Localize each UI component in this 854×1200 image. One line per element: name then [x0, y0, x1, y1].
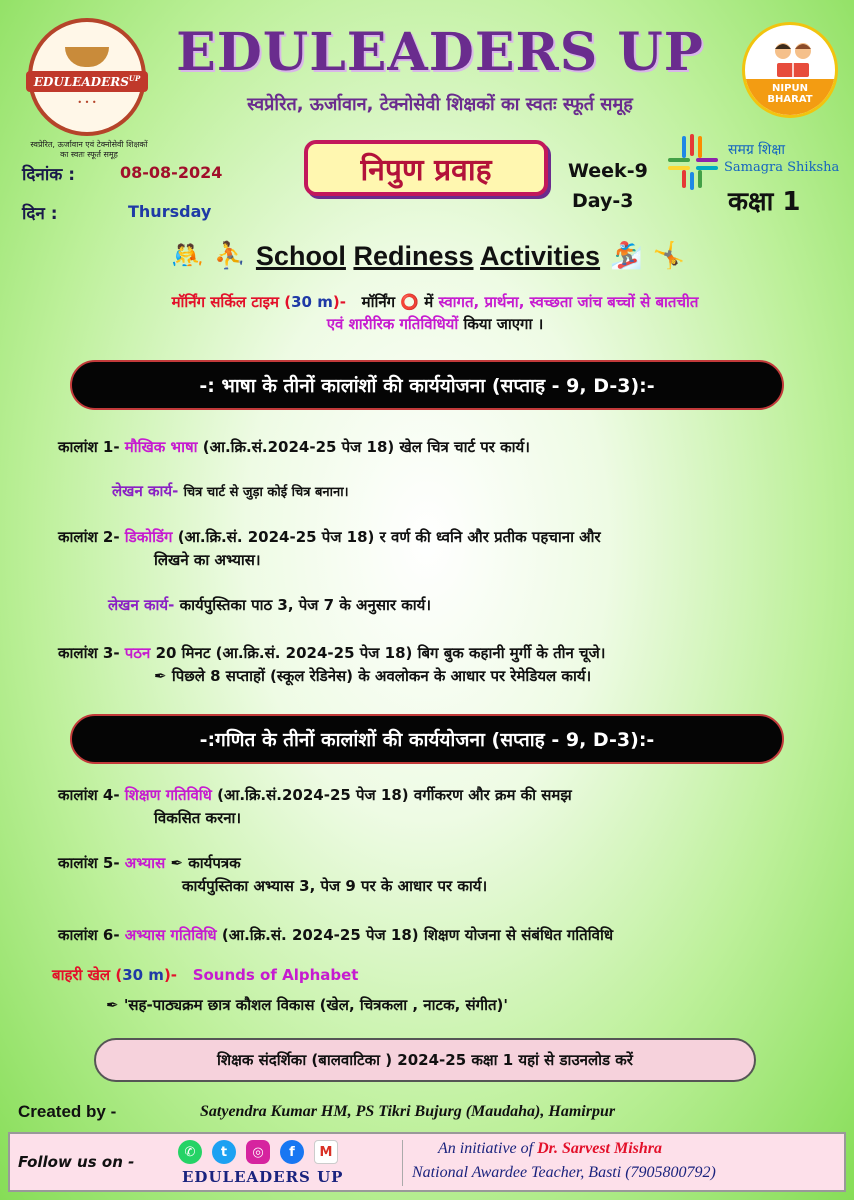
lekhan1-label: लेखन कार्य- — [112, 482, 179, 500]
k1-title: मौखिक भाषा — [124, 438, 198, 456]
activities-word-rediness: Rediness — [353, 240, 474, 271]
morning-text-a: मॉर्निंग — [361, 293, 396, 311]
logo-ribbon-sup: UP — [128, 74, 141, 83]
k1-text: (आ.क्रि.सं.2024-25 पेज 18) खेल चित्र चार्ट पर कार्य। — [202, 438, 530, 456]
logo-dots: • • • — [77, 98, 97, 107]
lekhan2-label: लेखन कार्य- — [108, 596, 175, 614]
nipun-bharat-text — [745, 79, 835, 115]
activities-title — [256, 241, 600, 272]
morning-text-c: स्वागत, प्रार्थना, स्वच्छता जांच बच्चों से बातचीत — [438, 293, 699, 311]
samagra-hindi: समग्र शिक्षा — [728, 142, 785, 158]
snowboard-icon: 🏂 — [610, 241, 643, 271]
day-value: Thursday — [128, 202, 212, 221]
award-line: National Awardee Teacher, Basti (7905800792) — [412, 1164, 716, 1181]
morning-text-e: किया जाएगा । — [463, 314, 544, 333]
created-by-label: Created by - — [18, 1102, 117, 1121]
activities-word-school: School — [255, 240, 346, 271]
follow-us-label: Follow us on - — [18, 1153, 135, 1171]
date-label: दिनांक : — [22, 165, 76, 185]
outdoor-duration: 30 m — [122, 966, 164, 984]
whatsapp-icon[interactable]: ✆ — [178, 1140, 202, 1164]
k2-text: (आ.क्रि.सं. 2024-25 पेज 18) र वर्ण की ध्वनि और प्रतीक पहचाना और — [177, 528, 601, 546]
class-label: कक्षा 1 — [728, 187, 801, 217]
k5-label: कालांश 5- — [58, 854, 120, 872]
footer-brand: EDULEADERS UP — [182, 1168, 344, 1186]
facebook-icon[interactable]: f — [280, 1140, 304, 1164]
date-value: 08-08-2024 — [120, 163, 223, 182]
k6-text: (आ.क्रि.सं. 2024-25 पेज 18) शिक्षण योजना से संबंधित गतिविधि — [221, 926, 614, 944]
k3-label: कालांश 3- — [58, 644, 120, 662]
initiative-line — [438, 1140, 662, 1158]
k2-text2: लिखने का अभ्यास। — [154, 550, 261, 569]
k6-label: कालांश 6- — [58, 926, 120, 944]
kalansh-3 — [58, 642, 605, 687]
morning-duration: 30 m — [291, 293, 333, 311]
k2-title: डिकोडिंग — [124, 528, 173, 546]
logo-ribbon-text: EDULEADERS — [33, 75, 129, 89]
social-links — [178, 1140, 338, 1164]
circle-icon: ⭕ — [400, 293, 420, 311]
brand-subtitle: स्वप्रेरित, ऊर्जावान, टेक्नोसेवी शिक्षकों का स्वतः स्फूर्त समूह — [247, 94, 633, 115]
twitter-icon[interactable]: t — [212, 1140, 236, 1164]
ganit-banner: -:गणित के तीनों कालांशों की कार्ययोजना (सप्ताह - 9, D-3):- — [70, 714, 784, 764]
eduleaders-logo — [28, 18, 146, 136]
footer — [8, 1132, 846, 1192]
morning-text-b: में — [424, 293, 434, 311]
initiative-name: Dr. Sarvest Mishra — [537, 1140, 663, 1157]
k3-text: 20 मिनट (आ.क्रि.सं. 2024-25 पेज 18) बिग बुक कहानी मुर्गी के तीन चूजे। — [155, 644, 606, 662]
k2-label: कालांश 2- — [58, 528, 120, 546]
cartwheel-icon: 🤸 — [652, 241, 685, 271]
samagra-shiksha-icon — [664, 132, 722, 190]
nipun-text-line1: NIPUN — [772, 83, 808, 94]
kalansh-6 — [58, 924, 613, 947]
bhasha-banner: -: भाषा के तीनों कालांशों की कार्ययोजना (सप्ताह - 9, D-3):- — [70, 360, 784, 410]
pen-icon: ✒ — [154, 666, 167, 685]
k4-label: कालांश 4- — [58, 786, 120, 804]
k5-title: अभ्यास — [124, 854, 166, 872]
outdoor-duration-open: ( — [115, 966, 123, 984]
kids-reading-icon — [767, 39, 819, 79]
lekhan1-text: चित्र चार्ट से जुड़ा कोई चित्र बनाना। — [183, 485, 349, 500]
morning-duration-open: ( — [284, 293, 292, 311]
created-by-author: Satyendra Kumar HM, PS Tikri Bujurg (Maudaha), Hamirpur — [200, 1103, 616, 1120]
instagram-icon[interactable]: ◎ — [246, 1140, 270, 1164]
k4-title: शिक्षण गतिविधि — [124, 786, 212, 804]
k1-label: कालांश 1- — [58, 438, 120, 456]
bowl-lamp-icon — [65, 47, 109, 67]
morning-text-d: एवं शारीरिक गतिविधियों — [326, 314, 459, 333]
k3-text2: पिछले 8 सप्ताहों (स्कूल रेडिनेस) के अवलोकन के आधार पर रेमेडियल कार्य। — [171, 666, 592, 685]
footer-divider — [402, 1140, 403, 1186]
k3-line2 — [58, 665, 605, 688]
k3-title: पठन — [124, 644, 151, 662]
k4-text: (आ.क्रि.सं.2024-25 पेज 18) वर्गीकरण और क्रम की समझ — [217, 786, 572, 804]
outdoor-title: Sounds of Alphabet — [192, 966, 359, 984]
morning-label: मॉर्निंग सर्किल टाइम — [171, 293, 280, 311]
logo-tagline: स्वप्रेरित, ऊर्जावान एवं टेक्नोसेवी शिक्षकों का स्वतः स्फूर्त समूह — [30, 140, 148, 159]
download-link[interactable]: शिक्षक संदर्शिका (बालवाटिका ) 2024-25 कक्षा 1 यहां से डाउनलोड करें — [94, 1038, 756, 1082]
gmail-icon[interactable]: M — [314, 1140, 338, 1164]
kalansh-1 — [58, 436, 530, 459]
lekhan-1 — [112, 480, 349, 503]
running-ball-icon: ⛹ — [213, 241, 246, 271]
pen-icon: ✒ — [106, 996, 119, 1014]
lekhan2-text: कार्यपुस्तिका पाठ 3, पेज 7 के अनुसार कार्य। — [179, 596, 432, 614]
day-label: दिन : — [22, 204, 58, 224]
wrestling-icon: 🤼 — [171, 241, 204, 271]
k4-text2: विकसित करना। — [154, 808, 242, 827]
kalansh-2 — [58, 526, 601, 571]
week-label: Week-9 — [568, 160, 648, 182]
brand-title: EDULEADERS UP — [176, 22, 704, 83]
outdoor-games — [52, 964, 358, 987]
day-number-label: Day-3 — [572, 190, 634, 212]
k6-title: अभ्यास गतिविधि — [124, 926, 217, 944]
nipun-pravah-box: निपुण प्रवाह — [304, 140, 548, 196]
outdoor-duration-close: )- — [163, 966, 178, 984]
morning-duration-close: )- — [332, 293, 346, 311]
pen-icon: ✒ — [170, 854, 184, 872]
lekhan-2 — [108, 594, 431, 617]
morning-circle-text — [40, 292, 830, 336]
initiative-prefix: An initiative of — [438, 1140, 534, 1157]
k5-text2: कार्यपुस्तिका अभ्यास 3, पेज 9 पर के आधार पर कार्य। — [182, 876, 488, 895]
kalansh-4 — [58, 784, 572, 829]
nipun-text-line2: BHARAT — [767, 94, 813, 105]
samagra-english: Samagra Shiksha — [724, 160, 840, 175]
nipun-bharat-logo — [742, 22, 838, 118]
logo-ribbon — [26, 71, 148, 92]
activities-title-row — [118, 236, 738, 276]
k5-text: कार्यपत्रक — [188, 854, 241, 872]
outdoor-label: बाहरी खेल — [52, 966, 111, 984]
outdoor-detail — [106, 994, 508, 1017]
activities-word-activities: Activities — [480, 240, 601, 271]
outdoor-text: 'सह-पाठ्यक्रम छात्र कौशल विकास (खेल, चित्रकला , नाटक, संगीत)' — [123, 996, 508, 1014]
kalansh-5 — [58, 852, 487, 897]
